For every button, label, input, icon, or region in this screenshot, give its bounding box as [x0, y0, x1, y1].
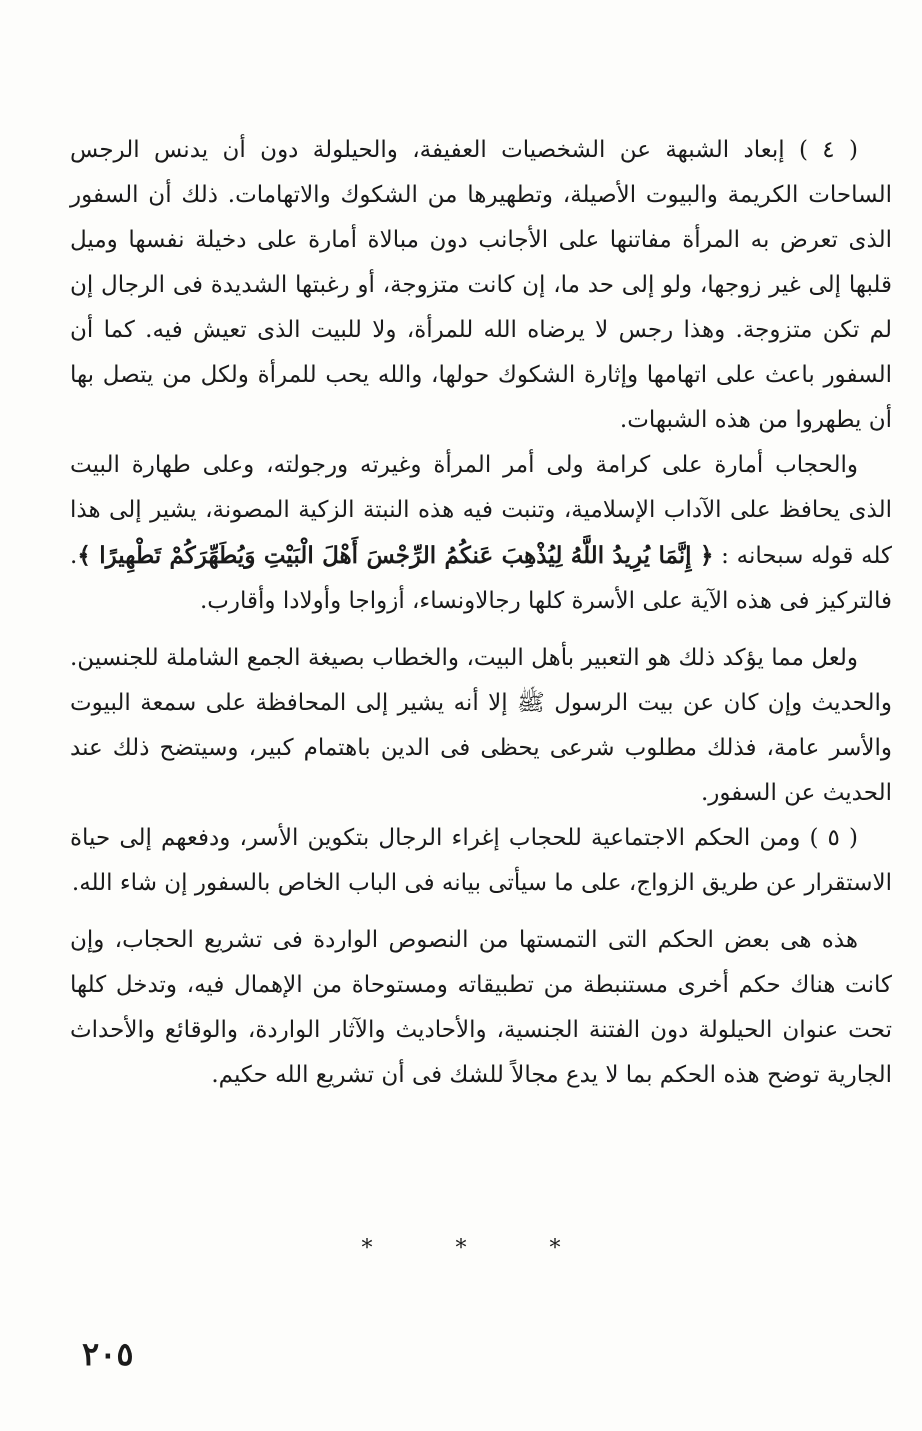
- paragraph-text-before-verse: والحجاب أمارة على كرامة ولى أمر المرأة وغيرته ورجولته، وعلى طهارة البيت الذى يحافظ على الآداب الإسلامية، وتنبت فيه هذه النبتة الزكية المصونة، يشير إلى هذا كله قوله سبحانه :: [70, 452, 893, 569]
- paragraph-hijab-dignity: [70, 443, 892, 624]
- section-separator: * * *: [361, 1236, 599, 1261]
- paragraph-text-after-verse: . فالتركيز فى هذه الآية على الأسرة كلها رجالاونساء، أزواجا وأولادا وأقارب.: [70, 543, 892, 614]
- quran-verse: ﴿ إِنَّمَا يُرِيدُ اللَّهُ لِيُذْهِبَ عَنكُمُ الرِّجْسَ أَهْلَ الْبَيْتِ وَيُطَهِّرَكُمْ تَطْهِيرًا ﴾: [77, 542, 714, 569]
- paragraph-conclusion: هذه هى بعض الحكم التى التمستها من النصوص الواردة فى تشريع الحجاب، وإن كانت هناك حكم أخرى مستنبطة من تطبيقاته ومستوحاة من الإهمال فيه، وتدخل كلها تحت عنوان الحيلولة دون الفتنة الجنسية، والأحاديث والآثار الواردة، والوقائع والأحداث الجارية توضح هذه الحكم بما لا يدع مجالاً للشك فى أن تشريع الله حكيم.: [70, 927, 892, 1088]
- paragraph-4-wisdom: ( ٤ ) إبعاد الشبهة عن الشخصيات العفيفة، والحيلولة دون أن يدنس الرجس الساحات الكريمة والبيوت الأصيلة، وتطهيرها من الشكوك والاتهامات. ذلك أن السفور الذى تعرض به المرأة مفاتنها على الأجانب دون مبالاة أمارة على دخيلة نفسها وميل قلبها إلى غير زوجها، ولو إلى حد ما، إن كانت متزوجة، أو رغبتها الشديدة فى الرجال إن لم تكن متزوجة. وهذا رجس لا يرضاه الله للمرأة، ولا للبيت الذى تعيش فيه. كما أن السفور باعث على اتهامها وإثارة الشكوك حولها، والله يحب للمرأة ولكل من يتصل بها أن يطهروا من هذه الشبهات.: [70, 137, 892, 433]
- page-number: ٢٠٥: [82, 1335, 134, 1373]
- body-text: [70, 128, 892, 1098]
- paragraph-ahl-al-bayt: ولعل مما يؤكد ذلك هو التعبير بأهل البيت، والخطاب بصيغة الجمع الشاملة للجنسين. والحديث وإن كان عن بيت الرسول ﷺ إلا أنه يشير إلى المحافظة على سمعة البيوت والأسر عامة، فذلك مطلوب شرعى يحظى فى الدين باهتمام كبير، وسيتضح ذلك عند الحديث عن السفور.: [70, 645, 892, 806]
- paragraph-5-wisdom: ( ٥ ) ومن الحكم الاجتماعية للحجاب إغراء الرجال بتكوين الأسر، ودفعهم إلى حياة الاستقرار عن طريق الزواج، على ما سيأتى بيانه فى الباب الخاص بالسفور إن شاء الله.: [70, 825, 892, 896]
